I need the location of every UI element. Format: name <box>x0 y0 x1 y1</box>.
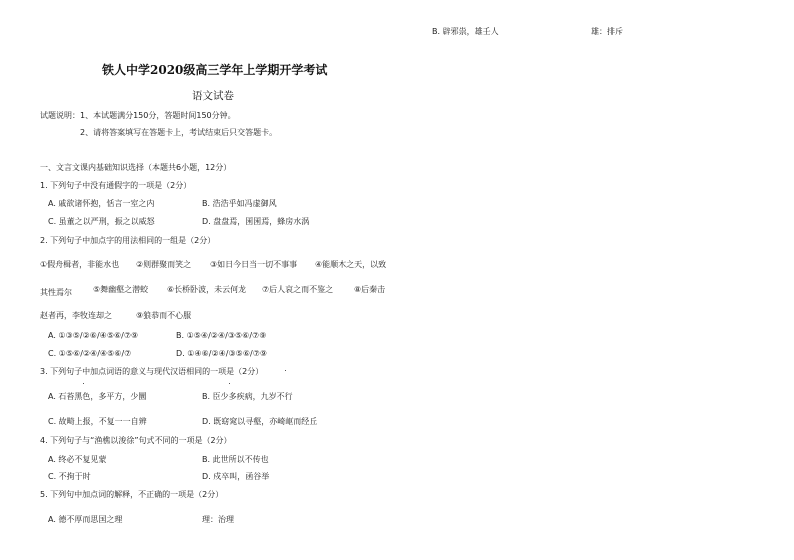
q2-stem: 2. 下列句子中加点字的用法相同的一组是（2分） <box>40 236 216 245</box>
top-option-b: B. 辟邪祟，雄壬人 <box>432 27 499 36</box>
q5-option-a: A. 德不厚而思国之理 <box>48 515 123 524</box>
instructions-line-2: 2、请将答案填写在答题卡上，考试结束后只交答题卡。 <box>80 128 278 137</box>
q1-option-d: D. 盘盘焉，囷囷焉，蜂房水涡 <box>202 217 310 226</box>
q1-option-c: C. 虽董之以严刑，振之以威怒 <box>48 217 155 226</box>
q2-item-3: ③如日今日当一切不事事 <box>210 260 298 269</box>
q3-option-b: B. 臣少多疾病，九岁不行 <box>202 392 293 401</box>
q2-option-d: D. ①④⑥/②④/③⑤⑥/⑦⑨ <box>176 349 268 358</box>
q2-item-1: ①假舟楫者，非能水也 <box>40 260 120 269</box>
q4-option-b: B. 此世所以不传也 <box>202 455 269 464</box>
q1-option-a: A. 戚欲诸怀抱，恬言一室之内 <box>48 199 155 208</box>
q3-option-c: C. 故畸上报，不复一一自辨 <box>48 417 147 426</box>
q2-item-9: ⑨狼恭而不心服 <box>136 311 192 320</box>
q4-option-a: A. 终必不复见蒙 <box>48 455 107 464</box>
emphasis-dot <box>83 383 84 384</box>
q3-option-a: A. 石苔黑色，多平方，少圜 <box>48 392 147 401</box>
q4-stem: 4. 下列句子与“渔樵以浚徐”句式不同的一项是（2分） <box>40 436 232 445</box>
q3-option-d: D. 既窈窕以寻壑，亦崎岖而经丘 <box>202 417 318 426</box>
page-subtitle: 语文试卷 <box>192 90 234 102</box>
q2-item-5: ⑤舞幽壑之潜蛟 <box>93 285 149 294</box>
q2-option-a: A. ①③⑤/②⑥/④⑤⑥/⑦⑨ <box>48 331 139 340</box>
q3-stem: 3. 下列句子中加点词语的意义与现代汉语相同的一项是（2分） <box>40 367 264 376</box>
q1-stem: 1. 下列句子中没有通假字的一项是（2分） <box>40 181 192 190</box>
section-heading: 一、文言文课内基础知识选择（本题共6小题，12分） <box>40 163 232 172</box>
instructions-line-1: 试题说明：1、本试题满分150分，答题时间150分钟。 <box>40 111 236 120</box>
q2-item-2: ②则群聚而笑之 <box>136 260 192 269</box>
q2-item-7: ⑦后人哀之而不鉴之 <box>262 285 334 294</box>
q2-item-8: ⑧后秦击 <box>354 285 386 294</box>
q2-item-6: ⑥长桥卧波，未云何龙 <box>167 285 247 294</box>
emphasis-dot <box>229 383 230 384</box>
emphasis-dot <box>285 370 286 371</box>
q4-option-c: C. 不拘于时 <box>48 472 91 481</box>
q4-option-d: D. 戍卒叫，函谷举 <box>202 472 270 481</box>
q5-option-a-note: 理：治理 <box>202 515 234 524</box>
page-title: 铁人中学2020级高三学年上学期开学考试 <box>102 63 328 77</box>
q2-item-8-cont: 赵者再，李牧连却之 <box>40 311 112 320</box>
q1-option-b: B. 浩浩乎如冯虚御风 <box>202 199 277 208</box>
q2-item-4-cont: 其性焉尔 <box>40 288 72 297</box>
top-option-b-note: 雄：排斥 <box>591 27 623 36</box>
q5-stem: 5. 下列句中加点词的解释，不正确的一项是（2分） <box>40 490 224 499</box>
q2-option-b: B. ①⑤④/②④/③⑤⑥/⑦⑨ <box>176 331 267 340</box>
q2-item-4: ④能顺木之天，以致 <box>315 260 387 269</box>
q2-option-c: C. ①⑤⑥/②④/④⑤⑥/⑦ <box>48 349 132 358</box>
